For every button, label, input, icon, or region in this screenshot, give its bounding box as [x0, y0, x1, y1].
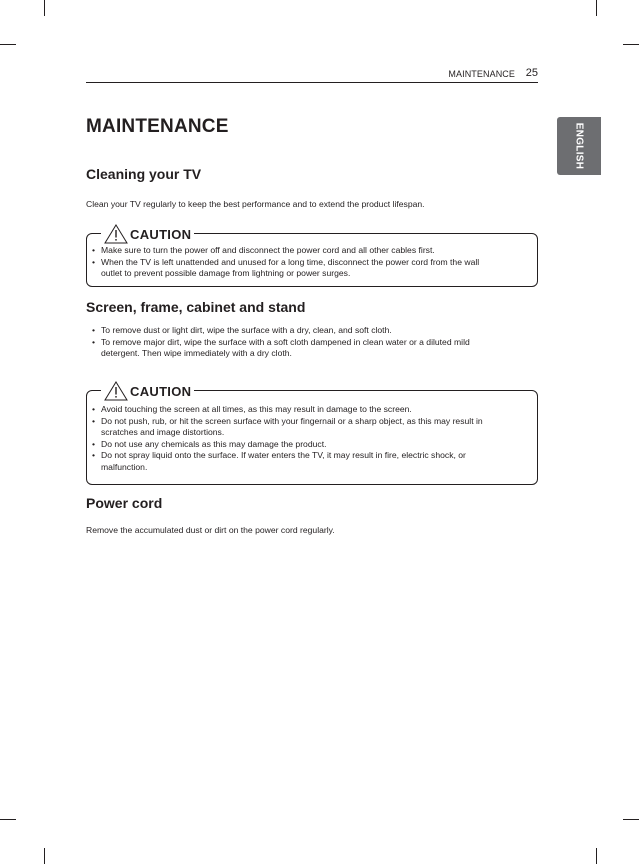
caution-list: [92, 245, 479, 280]
warning-icon: [104, 381, 128, 401]
caution-heading: [101, 224, 194, 244]
warning-icon: [104, 224, 128, 244]
page-number: 25: [525, 67, 538, 79]
caution-box-screen: [86, 383, 538, 485]
page-title: MAINTENANCE: [86, 116, 229, 137]
crop-mark: [44, 848, 45, 864]
screen-list: [92, 325, 470, 360]
list-item: • Do not use any chemicals as this may damage the product.: [92, 439, 483, 451]
running-header: [86, 66, 538, 82]
caution-label: CAUTION: [130, 383, 192, 399]
list-item: • To remove major dirt, wipe the surface with a soft cloth dampened in clean water or a diluted mild: [92, 337, 470, 349]
crop-mark: [623, 819, 639, 820]
list-item-continuation: scratches and image distortions.: [101, 427, 225, 437]
header-section-name: MAINTENANCE: [448, 69, 515, 79]
list-item-continuation: detergent. Then wipe immediately with a dry cloth.: [101, 348, 292, 358]
list-item: • Do not push, rub, or hit the screen surface with your fingernail or a sharp object, as this may result in: [92, 416, 483, 428]
section-title-power-cord: Power cord: [86, 495, 163, 511]
cleaning-intro: Clean your TV regularly to keep the best performance and to extend the product lifespan.: [86, 199, 425, 209]
section-title-cleaning: Cleaning your TV: [86, 166, 202, 182]
crop-mark: [596, 0, 597, 16]
list-item: • Avoid touching the screen at all times, as this may result in damage to the screen.: [92, 404, 483, 416]
language-tab-label: ENGLISH: [573, 122, 585, 170]
list-item: • Make sure to turn the power off and disconnect the power cord and all other cables first.: [92, 245, 479, 257]
language-tab: [557, 117, 601, 175]
list-item: • When the TV is left unattended and unused for a long time, disconnect the power cord from the wall: [92, 257, 479, 269]
caution-label: CAUTION: [130, 226, 192, 242]
caution-heading: [101, 381, 194, 401]
list-item: • Do not spray liquid onto the surface. If water enters the TV, it may result in fire, electric shock, or: [92, 450, 483, 462]
crop-mark: [623, 44, 639, 45]
crop-mark: [596, 848, 597, 864]
crop-mark: [44, 0, 45, 16]
caution-box-cleaning: [86, 226, 538, 287]
crop-mark: [0, 819, 16, 820]
list-item: • To remove dust or light dirt, wipe the surface with a dry, clean, and soft cloth.: [92, 325, 470, 337]
caution-list: [92, 404, 483, 473]
list-item-continuation: outlet to prevent possible damage from lightning or power surges.: [101, 268, 351, 278]
power-cord-text: Remove the accumulated dust or dirt on the power cord regularly.: [86, 525, 335, 535]
section-title-screen: Screen, frame, cabinet and stand: [86, 299, 306, 315]
list-item-continuation: malfunction.: [101, 461, 148, 472]
header-divider: [86, 82, 538, 83]
crop-mark: [0, 44, 16, 45]
